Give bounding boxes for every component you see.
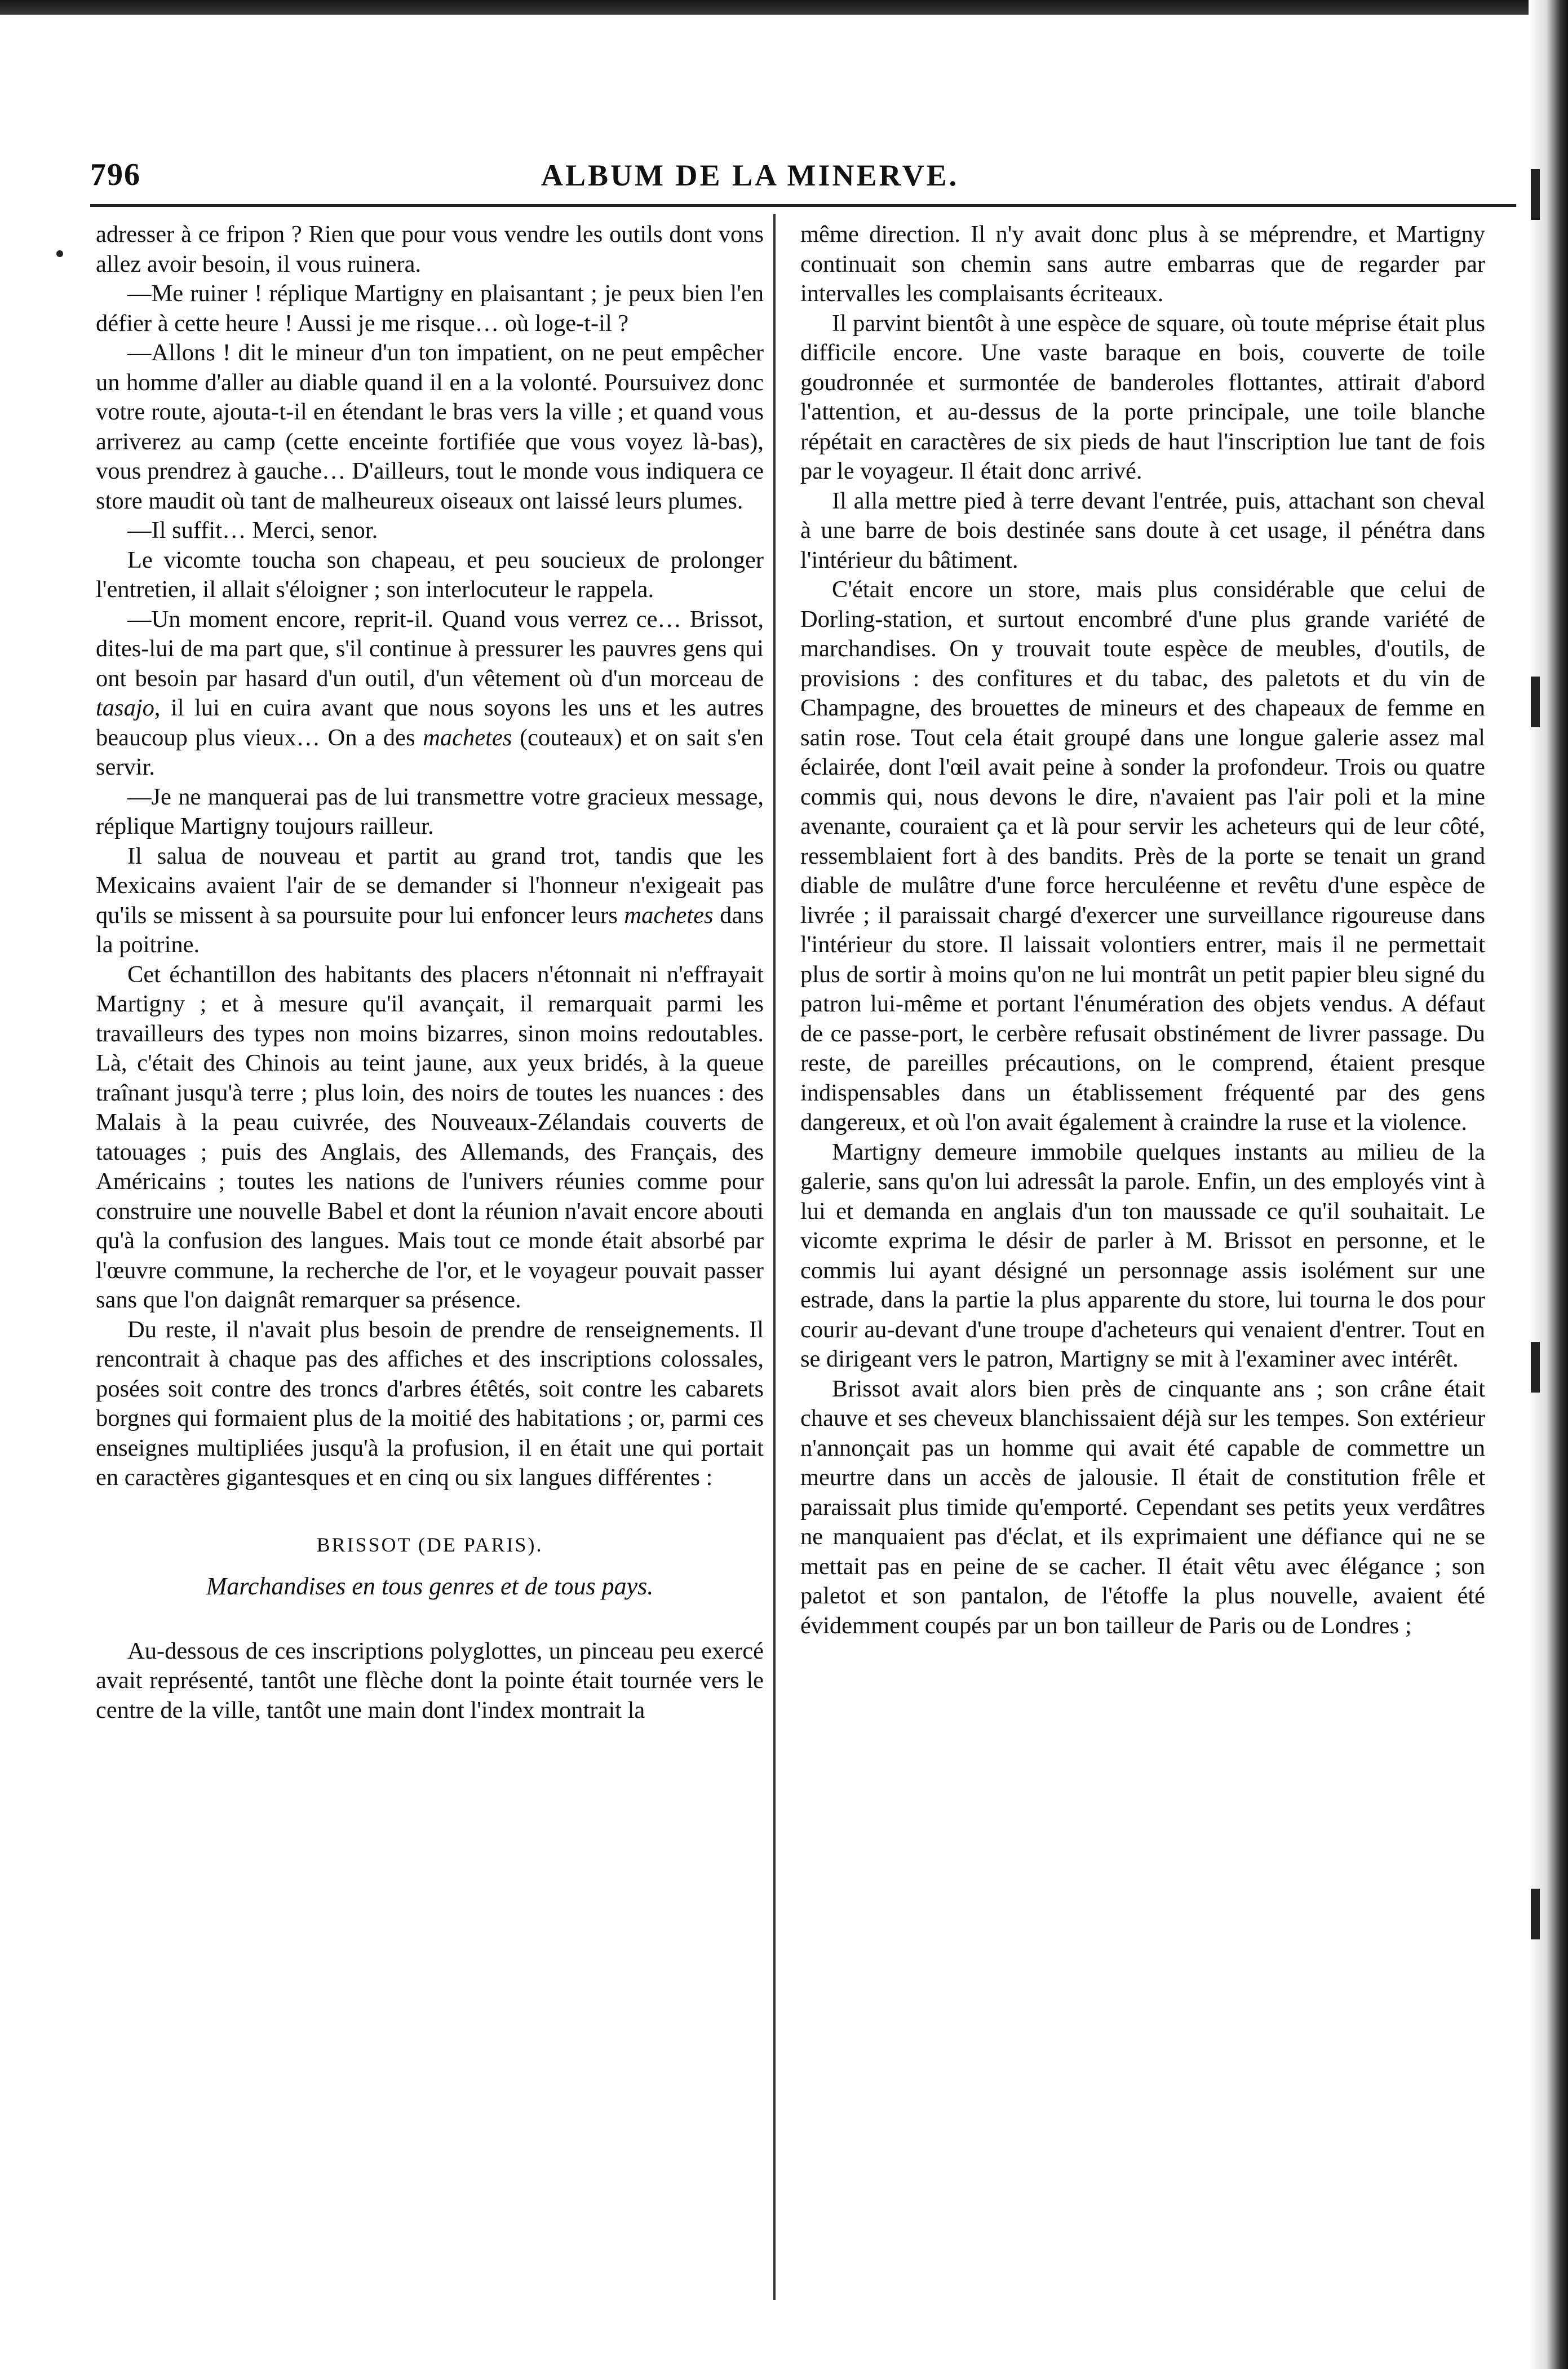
paragraph: Du reste, il n'avait plus besoin de prendre de renseignements. Il rencontrait à chaque pas des affiches et des inscriptions colossales, posées soit contre des troncs d'arbres étêtés, soit contre les cabarets borgnes qui formaient plus de la moitié des habitations ; or, parmi ces enseignes multipliées jusqu'à la profusion, il en était une qui portait en caractères gigantesques et en cinq ou six langues différentes : — [96, 1316, 764, 1491]
scan-smudge — [1531, 1889, 1540, 1939]
paragraph: —Je ne manquerai pas de lui transmettre votre gracieux message, réplique Martigny toujours railleur. — [96, 783, 764, 839]
scan-page-edge — [1529, 0, 1568, 2369]
header-rule — [90, 204, 1516, 207]
paragraph — [96, 605, 764, 783]
paragraph: —Il suffit… Merci, senor. — [127, 517, 378, 543]
paragraph: Il alla mettre pied à terre devant l'entrée, puis, attachant son cheval à une barre de bois destinée sans doute à cet usage, il pénétra dans l'intérieur du bâtiment. — [800, 487, 1485, 573]
scan-smudge — [1531, 1342, 1540, 1393]
sign-tagline: Marchandises en tous genres et de tous pays. — [206, 1572, 654, 1600]
paragraph: même direction. Il n'y avait donc plus à se méprendre, et Martigny continuait son chemin sans autre embarras que de regarder par intervalles les complaisants écriteaux. — [800, 221, 1485, 307]
paragraph: —Allons ! dit le mineur d'un ton impatient, on ne peut empêcher un homme d'aller au diable quand il en a la volonté. Poursuivez donc votre route, ajouta-t-il en étendant le bras vers la ville ; et quand vous arriverez au camp (cette enceinte fortifiée que vous voyez là-bas), vous prendrez à gauche… D'ailleurs, tout le monde vous indiquera ce store maudit où tant de malheureux oiseaux ont laissé leurs plumes. — [96, 339, 764, 514]
italic-word: tasajo — [96, 695, 154, 721]
paragraph: Le vicomte toucha son chapeau, et peu soucieux de prolonger l'entretien, il allait s'éloigner ; son interlocuteur le rappela. — [96, 546, 764, 603]
margin-dot — [56, 250, 63, 257]
text-run: (couteaux) et on sait s'en servir. — [96, 724, 764, 780]
paragraph: —Me ruiner ! réplique Martigny en plaisantant ; je peux bien l'en défier à cette heure ! Aussi je me risque… où loge-t-il ? — [96, 280, 764, 337]
paragraph: adresser à ce fripon ? Rien que pour vous vendre les outils dont vons allez avoir besoin, il vous ruinera. — [96, 221, 764, 277]
text-run: dans la poitrine. — [96, 901, 764, 958]
left-column — [96, 220, 764, 1725]
page-number: 796 — [90, 157, 141, 192]
paragraph: Brissot avait alors bien près de cinquante ans ; son crâne était chauve et ses cheveux blanchissaient déjà sur les tempes. Son extérieur n'annonçait pas un homme qui avait été capable de commettre un meurtre dans un accès de jalousie. Il était de constitution frêle et paraissait plus timide qu'emporté. Cependant ses petits yeux verdâtres ne manquaient pas d'éclat, et ils exprimaient une défiance qui ne se mettait pas en peine de se cacher. Il était vêtu avec élégance ; son paletot et son pantalon, de l'étoffe la plus nouvelle, avaient été évidemment coupés par un bon tailleur de Paris ou de Londres ; — [800, 1375, 1485, 1639]
paragraph: Cet échantillon des habitants des placers n'étonnait ni n'effrayait Martigny ; et à mesure qu'il avançait, il remarquait parmi les travailleurs des types non moins bizarres, sinon moins redoutables. Là, c'était des Chinois au teint jaune, aux yeux bridés, à la queue traînant jusqu'à terre ; plus loin, des noirs de toutes les nuances : des Malais à la peau cuivrée, des Nouveaux-Zélandais couverts de tatouages ; puis des Anglais, des Allemands, des Français, des Américains ; toutes les nations de l'univers réunies comme pour construire une nouvelle Babel et dont la réunion n'avait encore abouti qu'à la confusion des langues. Mais tout ce monde était absorbé par l'œuvre commune, la recherche de l'or, et le voyageur pouvait passer sans que l'on daignât remarquer sa présence. — [96, 961, 764, 1313]
running-head — [90, 157, 1505, 200]
italic-word: machetes — [423, 724, 512, 751]
text-run: —Un moment encore, reprit-il. Quand vous verrez ce… Brissot, dites-lui de ma part que, s'il continue à pressurer les pauvres gens qui ont besoin par hasard d'un outil, d'un vêtement où d'un morceau de — [96, 605, 764, 692]
scan-smudge — [1531, 169, 1540, 220]
paragraph: Il parvint bientôt à une espèce de square, où toute méprise était plus difficile encore. Une vaste baraque en bois, couverte de toile goudronnée et surmontée de banderoles flottantes, attirait d'abord l'attention, et au-dessus de la porte principale, une toile blanche répétait en caractères de six pieds de haut l'inscription lue tant de fois par le voyageur. Il était donc arrivé. — [800, 310, 1485, 484]
column-divider — [773, 214, 776, 2300]
text-run: , il lui en cuira avant que nous soyons les uns et les autres beaucoup plus vieux… On a des — [96, 695, 764, 751]
scan-smudge — [1531, 677, 1540, 727]
paragraph: Martigny demeure immobile quelques instants au milieu de la galerie, sans qu'on lui adressât la parole. Enfin, un des employés vint à lui et demanda en anglais d'un ton maussade ce qu'il souhaitait. Le vicomte exprima le désir de parler à M. Brissot en personne, et le commis lui ayant désigné un personnage assis isolément sur une estrade, dans la partie la plus apparente du store, lui tourna le dos pour courir au-devant d'une troupe d'acheteurs qui venaient d'entrer. Tout en se dirigeant vers le patron, Martigny se mit à l'examiner avec intérêt. — [800, 1138, 1485, 1372]
paragraph: Au-dessous de ces inscriptions polyglottes, un pinceau peu exercé avait représenté, tantôt une flèche dont la pointe était tournée vers le centre de la ville, tantôt une main dont l'index montrait la — [96, 1637, 764, 1723]
italic-word: machetes — [624, 901, 714, 929]
paragraph: C'était encore un store, mais plus considérable que celui de Dorling-station, et surtout encombré d'une plus grande variété de marchandises. On y trouvait toute espèce de meubles, d'outils, de provisions : des confitures et du tabac, des paletots et du vin de Champagne, des brouettes de mineurs et des chapeaux de femme en satin rose. Tout cela était groupé dans une longue galerie assez mal éclairée, dont l'œil avait peine à sonder la profondeur. Trois ou quatre commis qui, nous devons le dire, n'avaient pas l'air poli et la mine avenante, couraient ça et là pour servir les acheteurs qui de leur côté, ressemblaient fort à des bandits. Près de la porte se tenait un grand diable de mulâtre d'une force herculéenne et revêtu d'une espèce de livrée ; il paraissait chargé d'exercer une surveillance rigoureuse dans l'intérieur du store. Il laissait volontiers entrer, mais il ne permettait plus de sortir à moins qu'on ne lui montrât un petit papier bleu signé du patron lui-même et portant l'énumération des objets vendus. A défaut de ce passe-port, le cerbère refusait obstinément de livrer passage. Du reste, de pareilles précautions, on le comprend, étaient presque indispensables dans un établissement fréquenté par des gens dangereux, et où l'on avait également à craindre la ruse et la violence. — [800, 576, 1485, 1135]
scan-top-shadow — [0, 0, 1568, 15]
paragraph — [96, 842, 764, 960]
right-column — [800, 220, 1485, 1641]
sign-name: BRISSOT (DE PARIS). — [316, 1533, 543, 1556]
running-title: ALBUM DE LA MINERVE. — [541, 158, 959, 192]
text-run: Il salua de nouveau et partit au grand trot, tandis que les Mexicains avaient l'air de se demander si l'honneur n'exigeait pas qu'ils se missent à sa poursuite pour lui enfoncer leurs — [96, 842, 764, 929]
